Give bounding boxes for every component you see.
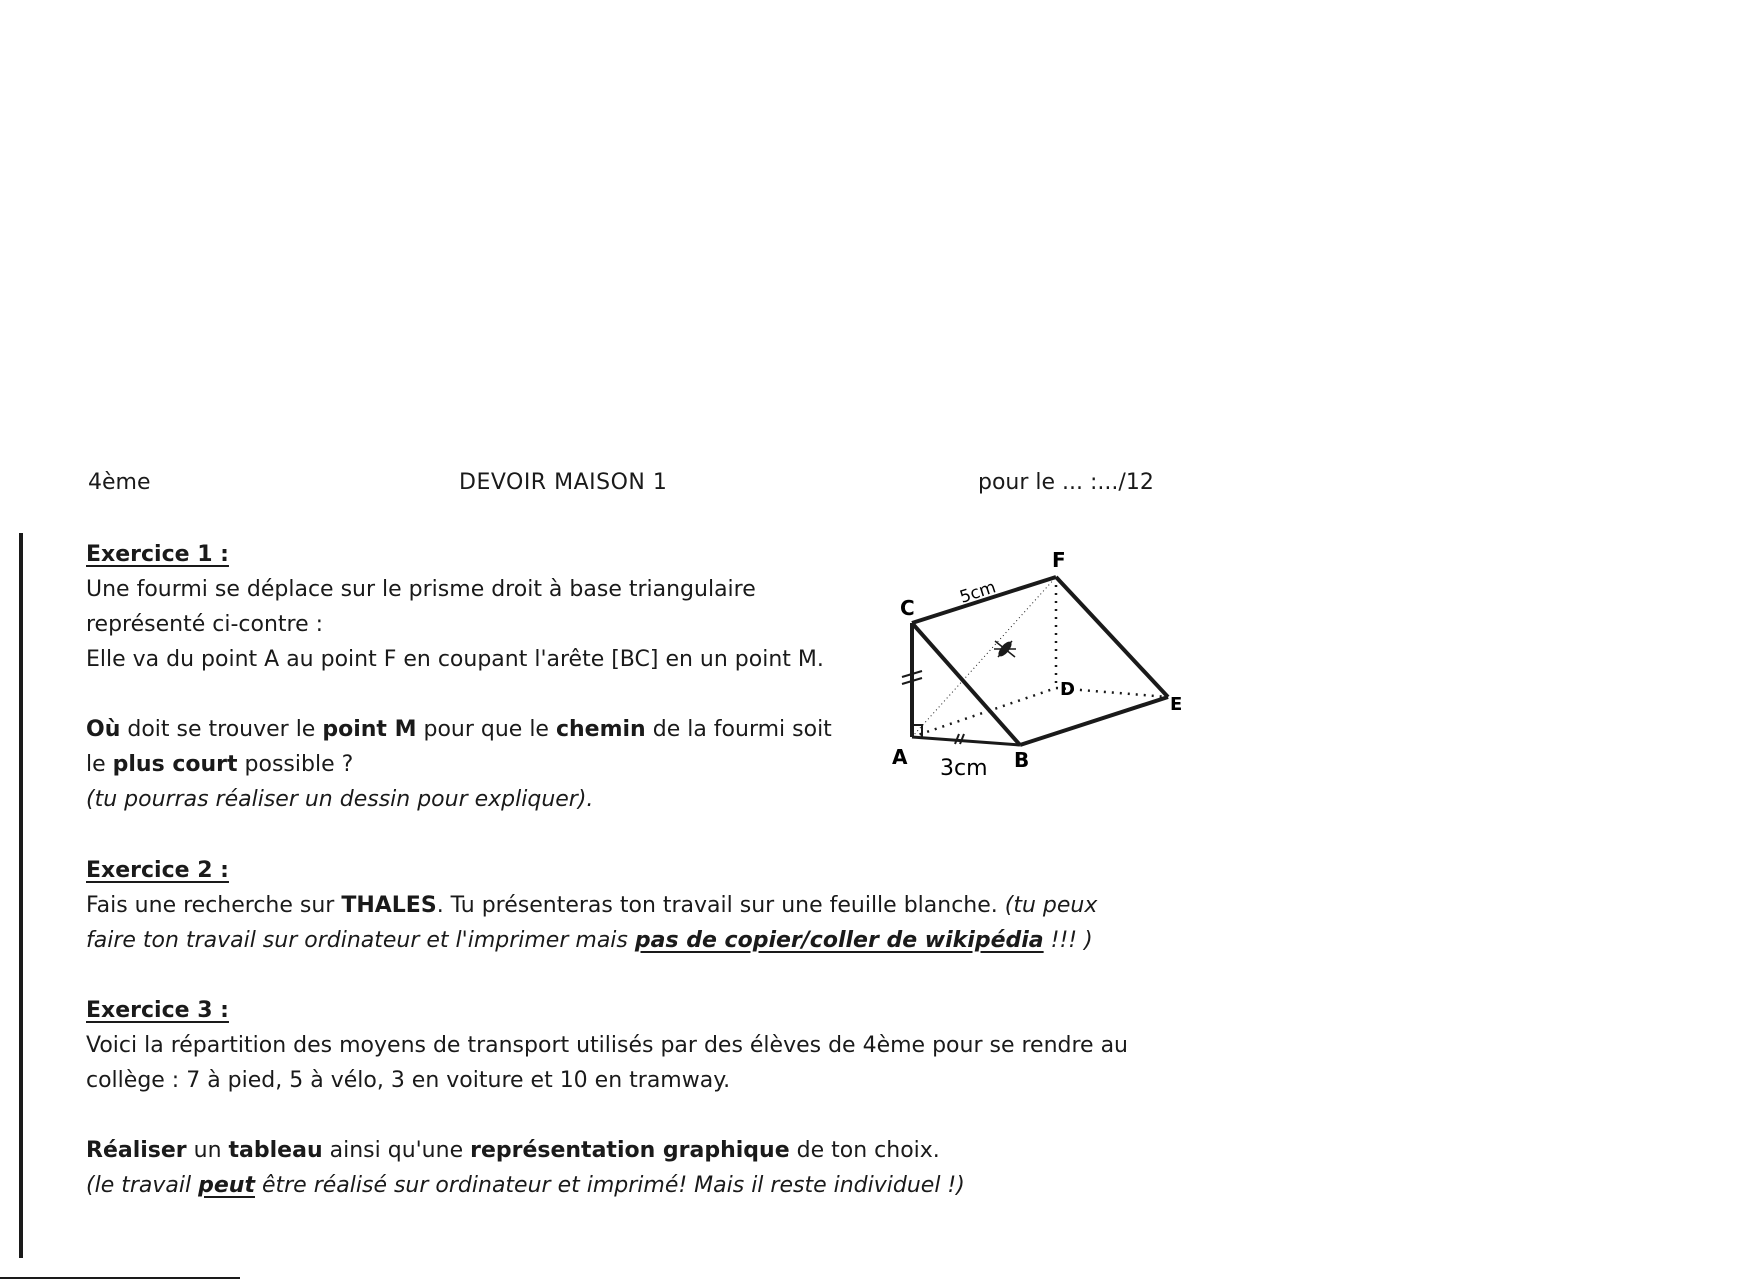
label-F: F: [1052, 548, 1066, 572]
exercise-1-line-3: Elle va du point A au point F en coupant l'arête [BC] en un point M.: [86, 647, 824, 672]
length-CF: 5cm: [957, 577, 999, 608]
exercise-3: [86, 993, 1128, 1203]
q-text-2: pour que le: [416, 717, 556, 742]
exercise-1: [86, 537, 832, 817]
spacer: [86, 677, 832, 712]
ex3-peut: peut: [198, 1173, 255, 1198]
exercise-1-question-2: [86, 747, 832, 782]
q-text-3: de la fourmi soit: [645, 717, 832, 742]
edge-AB: [912, 737, 1020, 745]
ex2-italic-3: !!! ): [1043, 928, 1093, 953]
margin-line: [19, 533, 23, 1258]
exercise-2-line-2: [86, 923, 1097, 958]
ex3-text-2: ainsi qu'une: [322, 1138, 471, 1163]
exercise-3-title: Exercice 3 :: [86, 998, 229, 1023]
q-text-4: le: [86, 752, 113, 777]
label-E: E: [1170, 694, 1183, 715]
ex3-realiser: Réaliser: [86, 1138, 187, 1163]
ex3-representation: représentation graphique: [470, 1138, 790, 1163]
ex2-italic-2: faire ton travail sur ordinateur et l'imprimer mais: [86, 928, 635, 953]
length-AB: 3cm: [940, 756, 988, 781]
ex2-text-2: . Tu présenteras ton travail sur une feuille blanche.: [436, 893, 1005, 918]
hint-text: (tu pourras réaliser un dessin pour expliquer).: [86, 787, 594, 812]
tick-mark: [960, 734, 964, 744]
exercise-1-question: [86, 712, 832, 747]
exercise-3-line-2: collège : 7 à pied, 5 à vélo, 3 en voiture et 10 en tramway.: [86, 1068, 731, 1093]
label-C: C: [900, 596, 915, 620]
exercise-3-task: [86, 1133, 1128, 1168]
ex3-text-1: un: [186, 1138, 229, 1163]
edge-BE: [1020, 697, 1168, 745]
ex3-text-3: de ton choix.: [789, 1138, 940, 1163]
ex2-thales: THALES: [341, 893, 437, 918]
due-date-label: pour le ... :.../12: [978, 470, 1154, 495]
ex3-tableau: tableau: [228, 1138, 323, 1163]
exercise-2-line-1: [86, 888, 1097, 923]
exercise-1-line-2: représenté ci-contre :: [86, 612, 324, 637]
prism-figure: [892, 545, 1202, 790]
exercise-1-title: Exercice 1 :: [86, 542, 229, 567]
ex2-text-1: Fais une recherche sur: [86, 893, 342, 918]
q-point: point M: [322, 717, 417, 742]
q-plus-court: plus court: [112, 752, 238, 777]
label-D: D: [1060, 679, 1075, 700]
grade-label: 4ème: [88, 470, 151, 495]
ant-icon: [994, 640, 1016, 659]
page-title: DEVOIR MAISON 1: [459, 470, 668, 495]
exercise-2-title: Exercice 2 :: [86, 858, 229, 883]
q-text-1: doit se trouver le: [120, 717, 323, 742]
label-A: A: [892, 745, 908, 769]
q-text-5: possible ?: [237, 752, 354, 777]
exercise-1-line-1: Une fourmi se déplace sur le prisme droit à base triangulaire: [86, 577, 756, 602]
ex2-no-copy-warning: pas de copier/coller de wikipédia: [634, 928, 1044, 953]
edge-CB: [912, 623, 1020, 745]
ex3-note-2: être réalisé sur ordinateur et imprimé! Mais il reste individuel !): [254, 1173, 965, 1198]
ex3-note-1: (le travail: [86, 1173, 199, 1198]
exercise-1-hint: [86, 782, 832, 817]
label-B: B: [1014, 748, 1030, 772]
q-chemin: chemin: [555, 717, 646, 742]
ex2-italic-1: (tu peux: [1004, 893, 1098, 918]
exercise-3-note: [86, 1168, 1128, 1203]
exercise-3-line-1: Voici la répartition des moyens de transport utilisés par des élèves de 4ème pour se rendre au: [86, 1033, 1128, 1058]
q-ou: Où: [86, 717, 121, 742]
exercise-2: [86, 853, 1097, 958]
spacer: [86, 1098, 1128, 1133]
